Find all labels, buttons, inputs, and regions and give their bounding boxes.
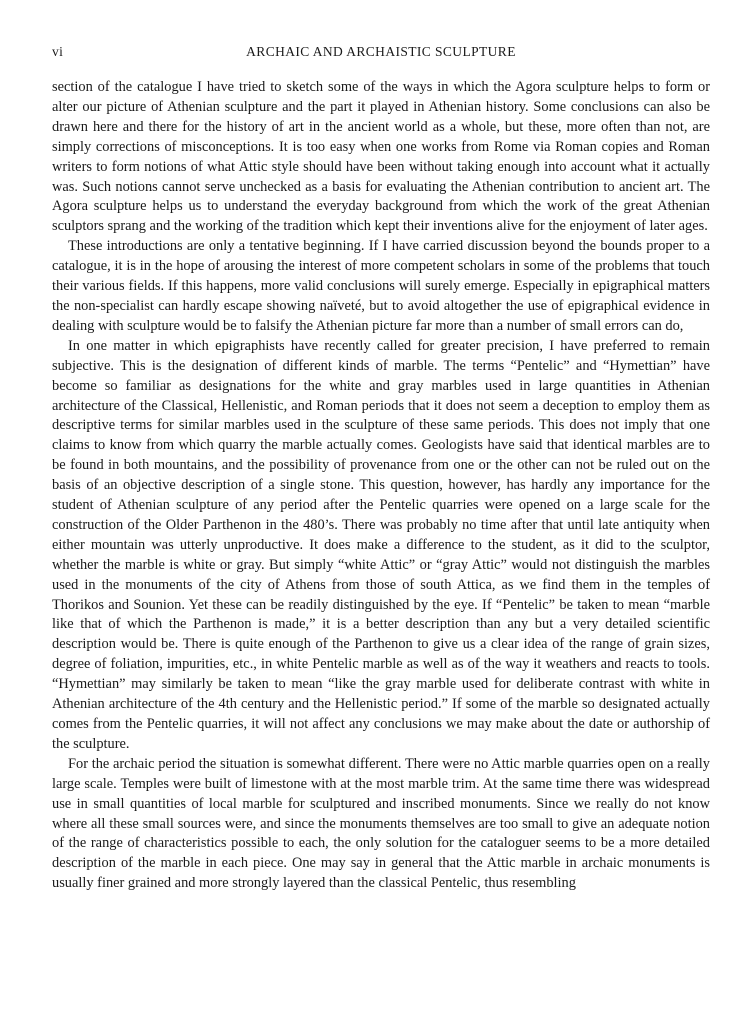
body-text — [52, 78, 710, 894]
book-page — [52, 44, 710, 894]
paragraph-continuation: section of the catalogue I have tried to sketch some of the ways in which the Agora sculpture helps to form or alter our picture of Athenian sculpture and the part it played in Athenian history. Some conclusions can also be drawn here and there for the history of art in the ancient world as a whole, but these, more often than not, are simply corrections of misconceptions. It is too easy when one works from Rome via Roman copies and Roman writers to form notions of what Attic style should have been without taking enough into account what it actually was. Such notions cannot serve unchecked as a basis for evaluating the Athenian contribution to ancient art. The Agora sculpture helps us to understand the everyday background from which the work of the great Athenian sculptors sprang and the working of the tradition which kept their inventions alive for the enjoyment of later ages. — [52, 79, 710, 235]
paragraph-archaic-period: For the archaic period the situation is somewhat different. There were no Attic marble quarries open on a really large scale. Temples were built of limestone with at the most marble trim. At the same time there was widespread use in small quantities of local marble for sculptured and inscribed monuments. Since we really do not know where all these small sources were, and since the monuments themselves are too small to give an adequate notion of the range of characteristics possible to each, the only solution for the cataloguer seems to be a more detailed description of the marble in each piece. One may say in general that the Attic marble in archaic monuments is usually finer grained and more strongly layered than the classical Pentelic, thus resembling — [52, 755, 710, 892]
running-head — [52, 44, 710, 68]
running-title: ARCHAIC AND ARCHAISTIC SCULPTURE — [246, 44, 516, 59]
paragraph-marble-designation: In one matter in which epigraphists have recently called for greater precision, I have preferred to remain subjective. This is the designation of different kinds of marble. The terms “Pentelic” and “Hymettian” have become so familiar as designations for the white and gray marbles used in large quantities in Athenian architecture of the Classical, Hellenistic, and Roman periods that it does not seem a deception to employ them as descriptive terms for similar marbles used in the sculpture of these same periods. This does not imply that one claims to know from which quarry the marble actually comes. Geologists have said that identical marbles are to be found in both mountains, and the possibility of provenance from one or the other can not be ruled out on the basis of an objective description of a single stone. This question, however, has hardly any importance for the student of Athenian sculpture of any period after the Pentelic quarries were opened on a large scale for the construction of the Older Parthenon in the 480’s. There was probably no time after that until late antiquity when either mountain was utterly unproductive. It does make a difference to the student, as it did to the sculptor, whether the marble is white or gray. But simply “white Attic” or “gray Attic” would not distinguish the marbles used in the monuments of the city of Athens from those of south Attica, as we find them in the temples of Thorikos and Sounion. Yet these can be readily distinguished by the eye. If “Pentelic” be taken to mean “marble like that of which the Parthenon is made,” it is a better description than any but a very detailed scientific description would be. There is quite enough of the Parthenon to give us a clear idea of the range of grain sizes, degree of foliation, impurities, etc., in white Pentelic marble as well as of the way it weathers and reacts to tools. “Hymettian” may similarly be taken to mean “like the gray marble used for deliberate contrast with white in Athenian architecture of the 4th century and the Hellenistic period.” If some of the marble so designated actually comes from the Pentelic quarries, it will not affect any conclusions we may make about the date or authorship of the sculpture. — [52, 337, 710, 752]
page-number: vi — [52, 44, 64, 59]
paragraph-introductions: These introductions are only a tentative beginning. If I have carried discussion beyond the bounds proper to a catalogue, it is in the hope of arousing the interest of more competent scholars in some of the problems that touch their various fields. If this happens, more valid conclusions will surely emerge. Especially in epigraphical matters the non-specialist can hardly escape showing naïveté, but to avoid altogether the use of epigraphical evidence in dealing with sculpture would be to falsify the Athenian picture far more than a number of small errors can do, — [52, 238, 710, 334]
